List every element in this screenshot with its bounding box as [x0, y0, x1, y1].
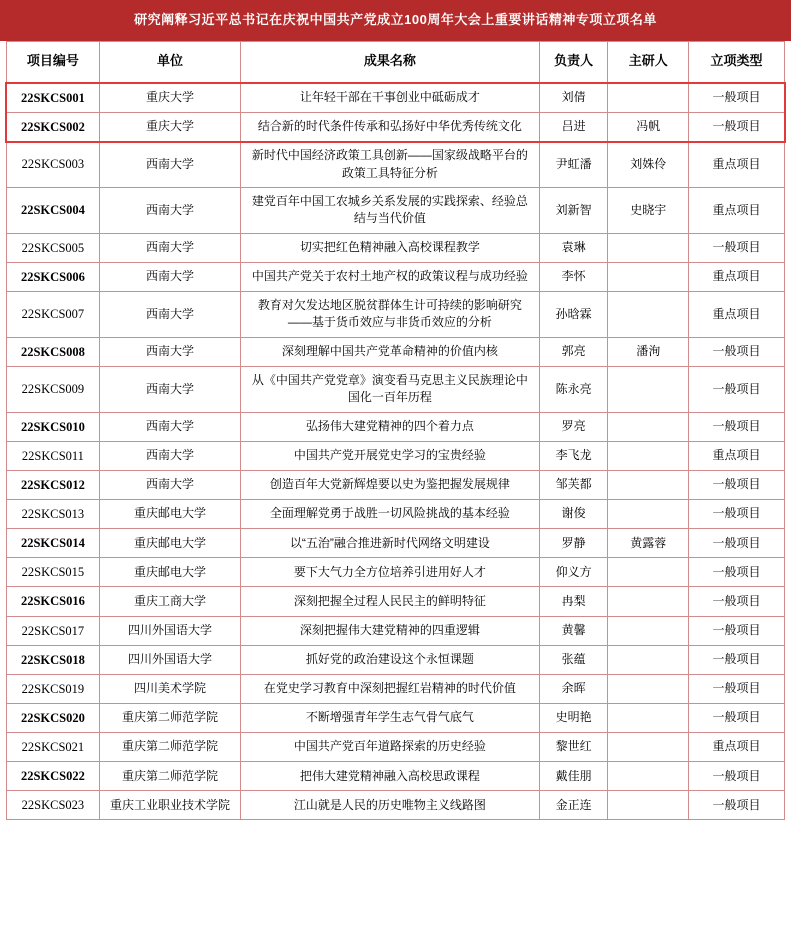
cell-main-researcher — [608, 674, 689, 703]
column-header-id: 项目编号 — [7, 41, 100, 83]
cell-unit: 重庆邮电大学 — [99, 500, 240, 529]
cell-project-type: 重点项目 — [689, 262, 785, 291]
cell-main-researcher — [608, 587, 689, 616]
cell-leader: 刘倩 — [539, 83, 608, 113]
cell-project-id: 22SKCS019 — [7, 674, 100, 703]
cell-project-type: 一般项目 — [689, 791, 785, 820]
column-header-type: 立项类型 — [689, 41, 785, 83]
table-row — [7, 142, 785, 188]
cell-project-name: 弘扬伟大建党精神的四个着力点 — [241, 412, 540, 441]
cell-project-name: 教育对欠发达地区脱贫群体生计可持续的影响研究——基于货币效应与非货币效应的分析 — [241, 291, 540, 337]
cell-main-researcher — [608, 441, 689, 470]
cell-main-researcher — [608, 791, 689, 820]
cell-unit: 重庆大学 — [99, 83, 240, 113]
cell-project-type: 一般项目 — [689, 366, 785, 412]
cell-main-researcher — [608, 703, 689, 732]
table-row — [7, 762, 785, 791]
cell-main-researcher — [608, 500, 689, 529]
cell-project-type: 一般项目 — [689, 113, 785, 142]
table-row — [7, 412, 785, 441]
cell-leader: 郭亮 — [539, 337, 608, 366]
cell-unit: 重庆第二师范学院 — [99, 703, 240, 732]
cell-project-id: 22SKCS006 — [7, 262, 100, 291]
cell-project-id: 22SKCS005 — [7, 233, 100, 262]
cell-leader: 李怀 — [539, 262, 608, 291]
cell-project-name: 深刻把握伟大建党精神的四重逻辑 — [241, 616, 540, 645]
cell-main-researcher — [608, 412, 689, 441]
cell-unit: 西南大学 — [99, 187, 240, 233]
cell-unit: 四川美术学院 — [99, 674, 240, 703]
cell-project-id: 22SKCS018 — [7, 645, 100, 674]
table-body — [7, 83, 785, 820]
cell-main-researcher: 潘洵 — [608, 337, 689, 366]
table-row — [7, 83, 785, 113]
cell-project-name: 抓好党的政治建设这个永恒课题 — [241, 645, 540, 674]
table-row — [7, 791, 785, 820]
cell-project-type: 一般项目 — [689, 762, 785, 791]
cell-project-name: 中国共产党开展党史学习的宝贵经验 — [241, 441, 540, 470]
cell-project-id: 22SKCS020 — [7, 703, 100, 732]
cell-project-type: 一般项目 — [689, 529, 785, 558]
project-list-table — [6, 41, 785, 821]
cell-project-name: 创造百年大党新辉煌要以史为鉴把握发展规律 — [241, 470, 540, 499]
cell-leader: 金正连 — [539, 791, 608, 820]
cell-project-name: 要下大气力全方位培养引进用好人才 — [241, 558, 540, 587]
table-row — [7, 645, 785, 674]
cell-project-id: 22SKCS001 — [7, 83, 100, 113]
cell-project-name: 把伟大建党精神融入高校思政课程 — [241, 762, 540, 791]
cell-project-id: 22SKCS010 — [7, 412, 100, 441]
cell-project-id: 22SKCS008 — [7, 337, 100, 366]
cell-leader: 谢俊 — [539, 500, 608, 529]
cell-unit: 重庆第二师范学院 — [99, 762, 240, 791]
cell-project-name: 不断增强青年学生志气骨气底气 — [241, 703, 540, 732]
cell-project-type: 重点项目 — [689, 733, 785, 762]
table-row — [7, 233, 785, 262]
cell-leader: 孙晗霖 — [539, 291, 608, 337]
cell-leader: 袁琳 — [539, 233, 608, 262]
cell-project-name: 切实把红色精神融入高校课程教学 — [241, 233, 540, 262]
cell-project-id: 22SKCS007 — [7, 291, 100, 337]
cell-leader: 陈永亮 — [539, 366, 608, 412]
cell-unit: 西南大学 — [99, 233, 240, 262]
table-row — [7, 674, 785, 703]
cell-unit: 西南大学 — [99, 441, 240, 470]
cell-unit: 西南大学 — [99, 142, 240, 188]
cell-leader: 戴佳朋 — [539, 762, 608, 791]
cell-leader: 罗静 — [539, 529, 608, 558]
cell-main-researcher — [608, 645, 689, 674]
cell-project-name: 中国共产党百年道路探索的历史经验 — [241, 733, 540, 762]
cell-leader: 罗亮 — [539, 412, 608, 441]
table-row — [7, 441, 785, 470]
cell-unit: 西南大学 — [99, 470, 240, 499]
cell-project-name: 深刻理解中国共产党革命精神的价值内核 — [241, 337, 540, 366]
cell-project-name: 深刻把握全过程人民民主的鲜明特征 — [241, 587, 540, 616]
cell-project-name: 建党百年中国工农城乡关系发展的实践探索、经验总结与当代价值 — [241, 187, 540, 233]
cell-project-id: 22SKCS022 — [7, 762, 100, 791]
table-row — [7, 113, 785, 142]
cell-unit: 西南大学 — [99, 412, 240, 441]
cell-leader: 仰义方 — [539, 558, 608, 587]
table-row — [7, 558, 785, 587]
cell-project-id: 22SKCS004 — [7, 187, 100, 233]
cell-leader: 张蕴 — [539, 645, 608, 674]
cell-leader: 史明艳 — [539, 703, 608, 732]
column-header-main: 主研人 — [608, 41, 689, 83]
cell-leader: 黄馨 — [539, 616, 608, 645]
cell-leader: 李飞龙 — [539, 441, 608, 470]
cell-project-id: 22SKCS021 — [7, 733, 100, 762]
cell-unit: 西南大学 — [99, 337, 240, 366]
cell-main-researcher — [608, 558, 689, 587]
cell-project-type: 一般项目 — [689, 645, 785, 674]
cell-project-id: 22SKCS013 — [7, 500, 100, 529]
cell-project-id: 22SKCS011 — [7, 441, 100, 470]
table-header-row — [7, 41, 785, 83]
cell-main-researcher: 刘姝伶 — [608, 142, 689, 188]
cell-unit: 西南大学 — [99, 366, 240, 412]
cell-project-type: 一般项目 — [689, 587, 785, 616]
cell-main-researcher — [608, 733, 689, 762]
cell-project-id: 22SKCS016 — [7, 587, 100, 616]
cell-main-researcher — [608, 233, 689, 262]
cell-project-type: 一般项目 — [689, 470, 785, 499]
table-container — [0, 41, 791, 821]
cell-project-type: 一般项目 — [689, 500, 785, 529]
cell-project-id: 22SKCS017 — [7, 616, 100, 645]
cell-main-researcher: 黄露蓉 — [608, 529, 689, 558]
table-row — [7, 733, 785, 762]
cell-project-type: 一般项目 — [689, 337, 785, 366]
cell-unit: 重庆第二师范学院 — [99, 733, 240, 762]
table-row — [7, 587, 785, 616]
table-row — [7, 500, 785, 529]
cell-unit: 四川外国语大学 — [99, 616, 240, 645]
document-title: 研究阐释习近平总书记在庆祝中国共产党成立100周年大会上重要讲话精神专项立项名单 — [0, 0, 791, 41]
cell-project-id: 22SKCS002 — [7, 113, 100, 142]
cell-project-type: 重点项目 — [689, 291, 785, 337]
cell-main-researcher — [608, 762, 689, 791]
cell-project-name: 江山就是人民的历史唯物主义线路图 — [241, 791, 540, 820]
cell-unit: 四川外国语大学 — [99, 645, 240, 674]
cell-main-researcher — [608, 366, 689, 412]
cell-project-name: 在党史学习教育中深刻把握红岩精神的时代价值 — [241, 674, 540, 703]
cell-project-type: 重点项目 — [689, 187, 785, 233]
cell-project-name: 全面理解党勇于战胜一切风险挑战的基本经验 — [241, 500, 540, 529]
column-header-unit: 单位 — [99, 41, 240, 83]
table-row — [7, 337, 785, 366]
cell-unit: 重庆邮电大学 — [99, 529, 240, 558]
column-header-leader: 负责人 — [539, 41, 608, 83]
cell-project-id: 22SKCS014 — [7, 529, 100, 558]
cell-main-researcher — [608, 291, 689, 337]
cell-project-type: 一般项目 — [689, 674, 785, 703]
cell-project-type: 一般项目 — [689, 558, 785, 587]
cell-project-name: 结合新的时代条件传承和弘扬好中华优秀传统文化 — [241, 113, 540, 142]
cell-main-researcher — [608, 262, 689, 291]
cell-project-type: 一般项目 — [689, 83, 785, 113]
cell-project-name: 新时代中国经济政策工具创新——国家级战略平台的政策工具特征分析 — [241, 142, 540, 188]
cell-project-name: 以“五治”融合推进新时代网络文明建设 — [241, 529, 540, 558]
cell-project-id: 22SKCS023 — [7, 791, 100, 820]
column-header-name: 成果名称 — [241, 41, 540, 83]
cell-leader: 尹虹潘 — [539, 142, 608, 188]
cell-project-type: 一般项目 — [689, 616, 785, 645]
table-row — [7, 291, 785, 337]
table-header — [7, 41, 785, 83]
cell-project-type: 一般项目 — [689, 412, 785, 441]
cell-main-researcher: 冯帆 — [608, 113, 689, 142]
table-row — [7, 187, 785, 233]
cell-main-researcher — [608, 470, 689, 499]
cell-project-name: 从《中国共产党党章》演变看马克思主义民族理论中国化一百年历程 — [241, 366, 540, 412]
cell-unit: 重庆大学 — [99, 113, 240, 142]
cell-leader: 余晖 — [539, 674, 608, 703]
table-row — [7, 366, 785, 412]
cell-unit: 重庆工业职业技术学院 — [99, 791, 240, 820]
cell-project-id: 22SKCS012 — [7, 470, 100, 499]
table-row — [7, 616, 785, 645]
cell-leader: 邹芙都 — [539, 470, 608, 499]
cell-project-id: 22SKCS009 — [7, 366, 100, 412]
cell-unit: 重庆工商大学 — [99, 587, 240, 616]
cell-main-researcher: 史晓宇 — [608, 187, 689, 233]
cell-unit: 西南大学 — [99, 291, 240, 337]
table-row — [7, 529, 785, 558]
cell-project-id: 22SKCS003 — [7, 142, 100, 188]
cell-project-name: 中国共产党关于农村土地产权的政策议程与成功经验 — [241, 262, 540, 291]
cell-project-type: 重点项目 — [689, 142, 785, 188]
cell-main-researcher — [608, 616, 689, 645]
cell-project-name: 让年轻干部在干事创业中砥砺成才 — [241, 83, 540, 113]
cell-main-researcher — [608, 83, 689, 113]
cell-project-type: 一般项目 — [689, 703, 785, 732]
cell-leader: 刘新智 — [539, 187, 608, 233]
table-row — [7, 262, 785, 291]
cell-leader: 冉梨 — [539, 587, 608, 616]
cell-project-type: 重点项目 — [689, 441, 785, 470]
cell-leader: 吕进 — [539, 113, 608, 142]
cell-project-id: 22SKCS015 — [7, 558, 100, 587]
cell-project-type: 一般项目 — [689, 233, 785, 262]
cell-unit: 西南大学 — [99, 262, 240, 291]
cell-unit: 重庆邮电大学 — [99, 558, 240, 587]
table-row — [7, 703, 785, 732]
cell-leader: 黎世红 — [539, 733, 608, 762]
table-row — [7, 470, 785, 499]
